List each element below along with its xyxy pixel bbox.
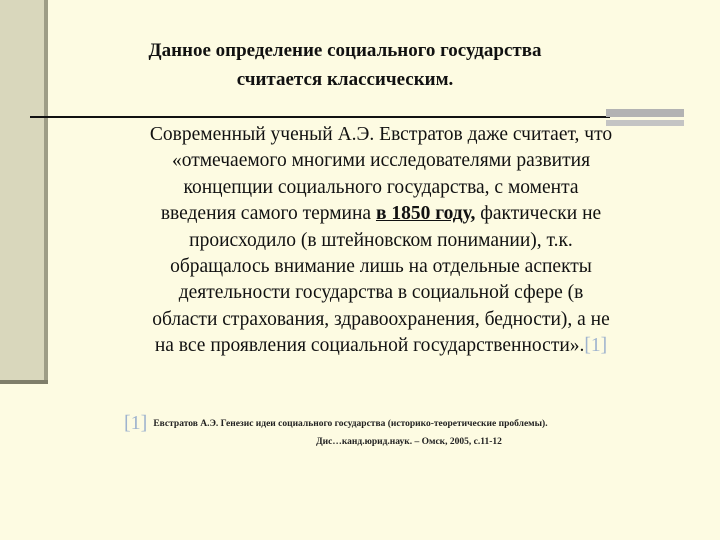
left-bar-tick <box>0 380 48 384</box>
body-line-1: Современный ученый А.Э. Евстратов даже считает, что <box>149 124 613 145</box>
title-divider <box>30 116 610 118</box>
quote-paragraph <box>86 122 676 360</box>
divider-accent-top <box>606 109 684 117</box>
left-bar-edge <box>44 0 48 382</box>
footnote-reference-link[interactable]: [1] <box>584 335 608 357</box>
body-line-4-post: фактически не <box>475 203 602 225</box>
body-line-6: обращалось внимание лишь на отдельные аспекты <box>170 256 592 278</box>
body-line-9 <box>86 333 676 359</box>
body-line-9-text: на все проявления социальной государственности». <box>154 335 585 357</box>
body-line-3: концепции социального государства, с момента <box>183 176 579 198</box>
footnote-line-2: Дис…канд.юрид.наук. – Омск, 2005, с.11-12 <box>316 437 502 447</box>
body-line-7: деятельности государства в социальной сфере (в <box>178 282 584 304</box>
footnote-mark-link[interactable]: [1] <box>124 412 148 434</box>
body-line-8: области страхования, здравоохранения, бедности), а не <box>152 308 610 330</box>
body-line-4-pre: введения самого термина <box>160 203 376 225</box>
year-emphasis: в 1850 году, <box>375 203 476 225</box>
body-line-4 <box>86 201 676 227</box>
footnote <box>124 414 684 451</box>
title-line-1: Данное определение социального государства <box>148 40 542 61</box>
body-line-2: «отмечаемого многими исследователями развития <box>171 150 591 172</box>
slide-title <box>110 36 580 94</box>
footnote-line-1: Евстратов А.Э. Генезис идеи социального государства (историко-теоретические проблемы). <box>153 419 548 429</box>
body-line-5: происходило (в штейновском понимании), т.к. <box>189 229 573 251</box>
title-line-2: считается классическим. <box>236 69 454 90</box>
left-decorative-bar <box>0 0 46 382</box>
